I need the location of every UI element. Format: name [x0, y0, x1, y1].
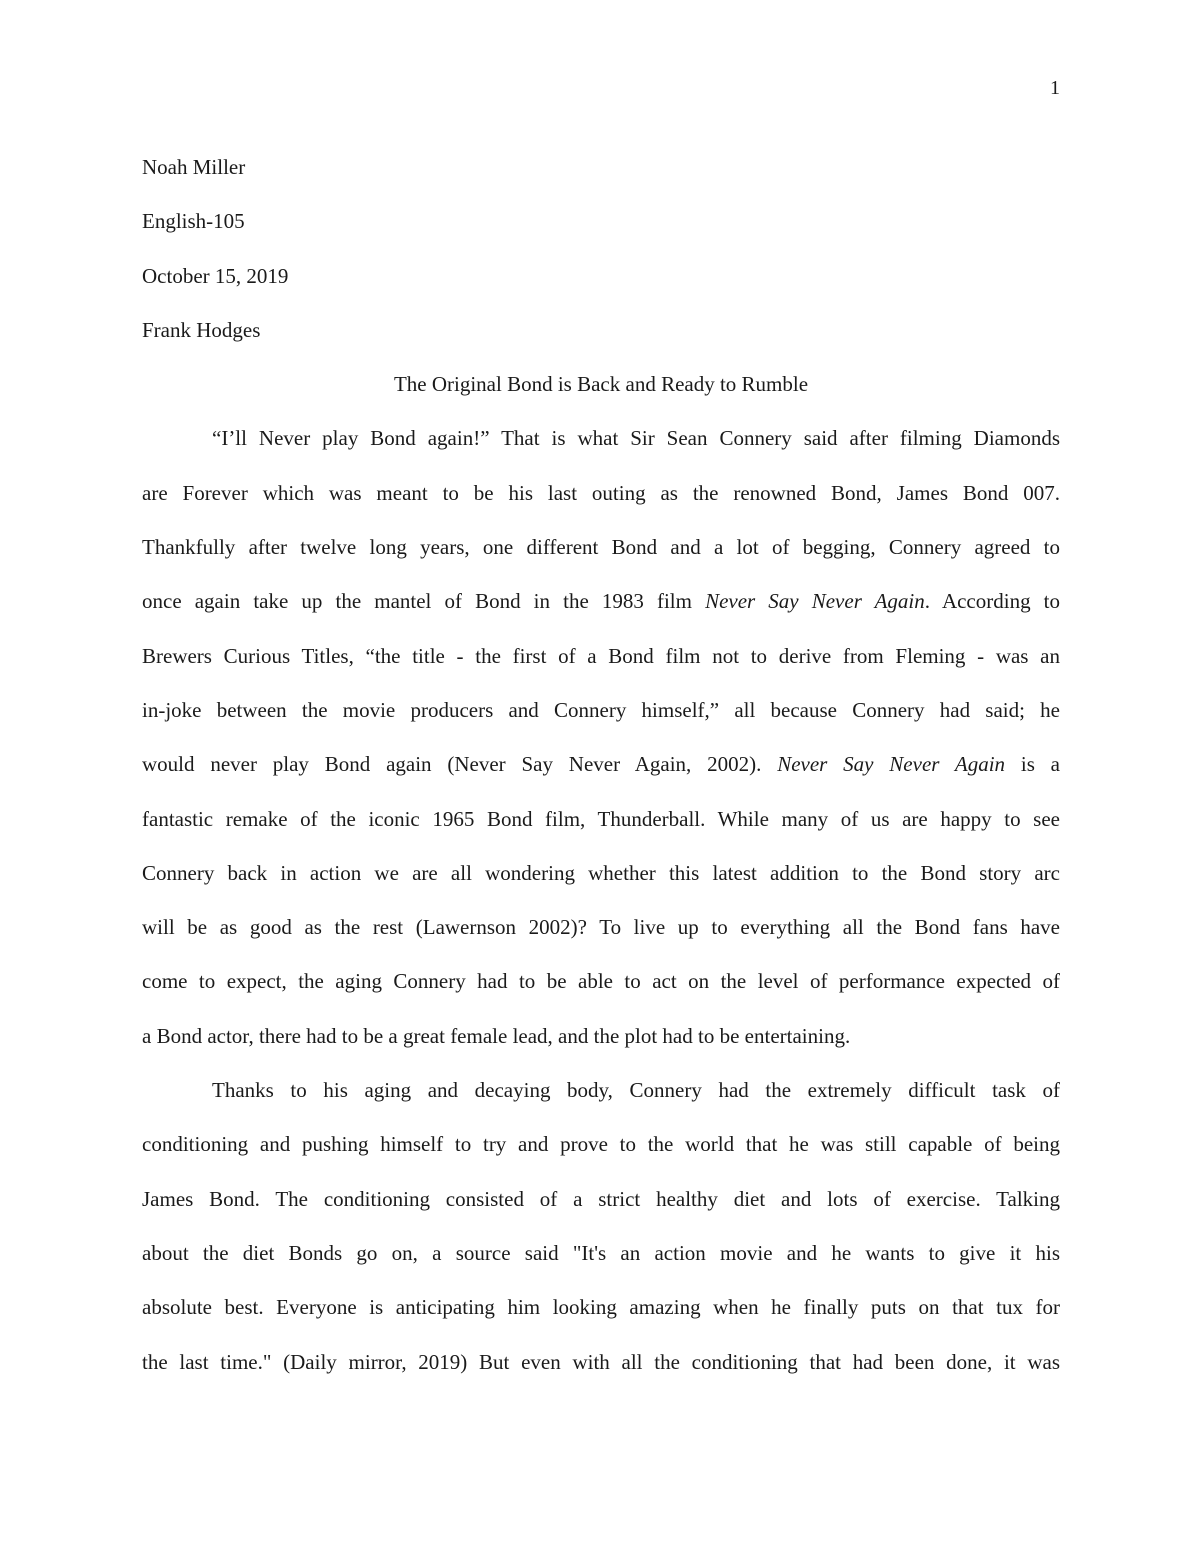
body-line: a Bond actor, there had to be a great female lead, and the plot had to be entertaining.	[142, 1023, 851, 1048]
body-line: about the diet Bonds go on, a source said "It's an action movie and he wants to give it his	[142, 1240, 1060, 1265]
film-title: Never Say Never Again	[705, 589, 925, 614]
body-line: Thankfully after twelve long years, one different Bond and a lot of begging, Connery agreed to	[142, 535, 1060, 560]
line-text: once again take up the mantel of Bond in the 1983 film	[142, 589, 706, 614]
film-title: Never Say Never Again	[777, 752, 1006, 777]
body-line: absolute best. Everyone is anticipating him looking amazing when he finally puts on that tux for	[142, 1295, 1060, 1320]
essay-title: The Original Bond is Back and Ready to Rumble	[393, 372, 809, 397]
line-text: would never play Bond again (Never Say Never Again, 2002).	[142, 752, 778, 777]
instructor-name: Frank Hodges	[142, 317, 261, 342]
body-line: will be as good as the rest (Lawernson 2002)? To live up to everything all the Bond fans have	[142, 915, 1060, 940]
essay-date: October 15, 2019	[142, 263, 289, 288]
course-name: English-105	[142, 209, 245, 234]
body-line	[142, 574, 1060, 628]
body-line	[142, 737, 1060, 791]
body-line: “I’ll Never play Bond again!” That is what Sir Sean Connery said after filming Diamonds	[212, 426, 1060, 451]
document-body	[142, 140, 1060, 1389]
body-line: James Bond. The conditioning consisted of a strict healthy diet and lots of exercise. Talking	[142, 1186, 1060, 1211]
line-text: is a	[1005, 752, 1061, 777]
body-line: the last time." (Daily mirror, 2019) But even with all the conditioning that had been done, it was	[142, 1349, 1060, 1374]
body-line: are Forever which was meant to be his last outing as the renowned Bond, James Bond 007.	[142, 480, 1060, 505]
body-line: in-joke between the movie producers and Connery himself,” all because Connery had said; he	[142, 697, 1060, 722]
body-line: Connery back in action we are all wondering whether this latest addition to the Bond story arc	[142, 860, 1060, 885]
line-text: . According to	[924, 589, 1061, 614]
body-line: Thanks to his aging and decaying body, Connery had the extremely difficult task of	[212, 1078, 1060, 1103]
body-line: come to expect, the aging Connery had to be able to act on the level of performance expected of	[142, 969, 1060, 994]
body-line: Brewers Curious Titles, “the title - the first of a Bond film not to derive from Fleming - was an	[142, 643, 1060, 668]
author-name: Noah Miller	[142, 155, 246, 179]
body-line: conditioning and pushing himself to try and prove to the world that he was still capable of being	[142, 1132, 1060, 1157]
page-number: 1	[1050, 77, 1060, 99]
body-line: fantastic remake of the iconic 1965 Bond film, Thunderball. While many of us are happy to see	[142, 806, 1060, 831]
